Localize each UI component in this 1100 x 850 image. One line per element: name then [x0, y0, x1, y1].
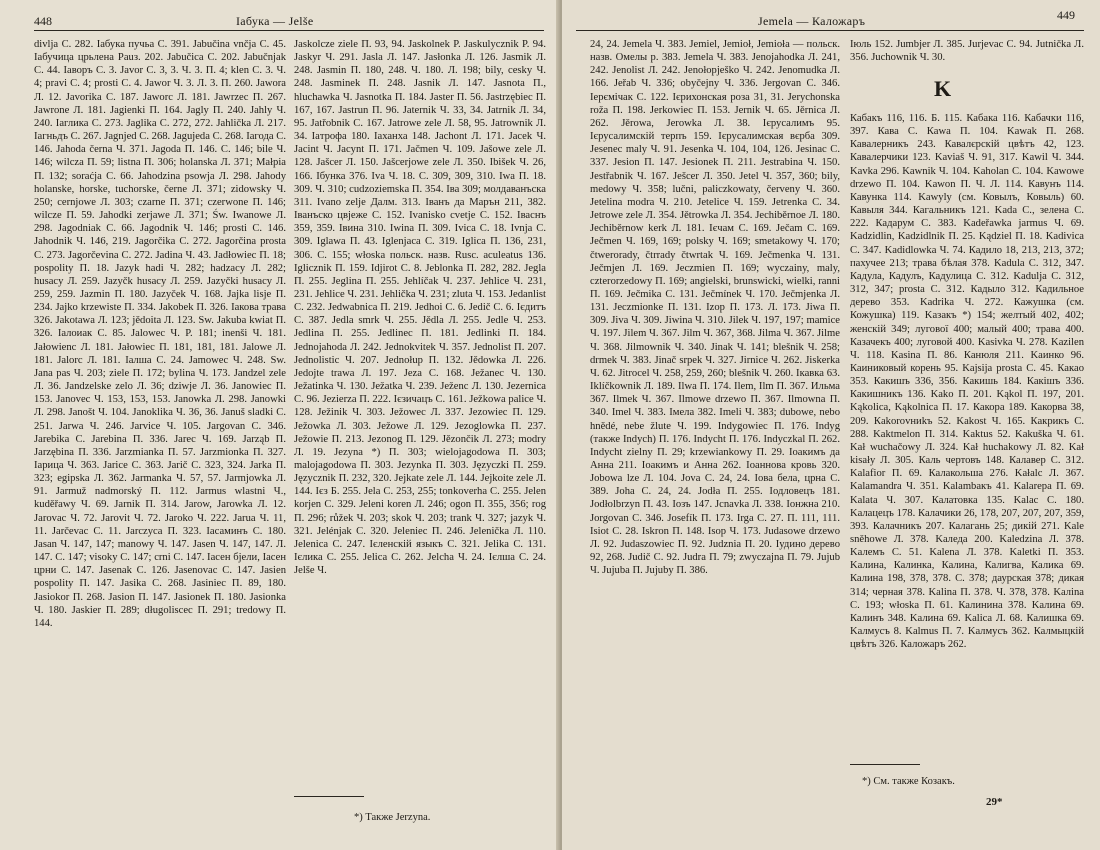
right-column-2-top-text: Iюль 152. Jumbjer Л. 385. Jurjevac C. 94. Jutnička Л. 356. Juchownik Ч. 30.: [850, 39, 1084, 64]
left-footnote: *) Также Jerzyna.: [354, 812, 431, 823]
left-footnote-rule: [294, 796, 364, 797]
left-column-2-text: Jaskolcze ziele П. 93, 94. Jaskolnek P. Jaskulycznik P. 94. Jaskyr Ч. 291. Jasla Л. 147. Jasłonka Л. 126. Jasmik Л. 248. Jasmin П. 180, 248. Ч. 180. Л. 198; bily, cesky Ч. 248. Jasminek П. 248. Jasnik Л. 147. Jasnota П., hluchawka Ч. Jasnotka П. 184. Jaster П. 56. Jastrzębiec П. 167, 167. Jastrun П. 96. Jaternik Ч. 33, 34. Jatrnik Л. 34, 95. Jatřobnik C. 167. Jatrowe zele Л. 58, 95. Jatrownik Л. 34. Iaтрофа 180. Iaханха 148. Jachont Л. 171. Jacek Ч. Jacint Ч. Jacynt П. 171. Jačmen Ч. 109. Jašowe zele Л. 128. Jašcer Л. 150. Jašcerjowe zele Л. 350. Ibišek Ч. 26, 166. Iбунка 376. Iva Ч. 18. C. 309, 309, 310. Iwa П. 18. 309. Ч. 310; cudzoziemska П. 354. Iва 309; молдаванъска 311. Ivano zelje Далм. 313. Iванъ да Марън 211, 382. Iванъско цвјеже C. 152. Ivanisko cvetje C. 152. Iваснъ 359, 359. Iвина 310. Iwina П. 309. Ivica C. 18. Ivnja C. 309. Iglawa П. 43. Iglenjaca C. 319. Iglica П. 136, 231, 306. C. 155; włoska польск. назв. Rusc. aculeatus 136. Iglicznik П. 159. Idjirot C. 8. Jeblonka П. 282, 282. Jegla П. 255. Jeglina П. 255. Jehlíčak Ч. 237. Jehlice Ч. 231, 231. Jehlice Ч. 231. Jehlička Ч. 231; zluta Ч. 153. Jedanlist C. 232. Jedwabnica П. 219. Jedhoi C. 6. Jedič C. 6. Iєдитъ C. 387. Jedla smrk Ч. 255. Jědla Л. 255. Jedle Ч. 253. Jedlina П. 255. Jedlinec П. 181. Jedlinki П. 184. Jednojahoda Л. 242. Jednokvitek Ч. 357. Jednolist П. 207. Jednolistic Ч. 207. Jednołup П. 132. Jědowka Л. 226. Jedojte trawa Л. 197. Jeza C. 168. Ježanec Ч. 130. Ježatinka Ч. 130. Ježatka Ч. 239. Ježenc Л. 130. Jezernica C. 96. Jezierza П. 222. Iєзичацъ C. 161. Ježkowa palice Ч. 128. Ježinik Ч. 303. Ježowec Л. 337. Jezowiec П. 129. Ježowka Л. 303. Ježowe Л. 129. Jezoglowka П. 237. Ježowie П. 213. Jezonog П. 129. Jězončik Л. 273; modry Л. 19. Jezyna *) П. 303; wielojagodowa П. 303; malojagodowa П. 303. Jezynka П. 303. Języczki П. 259. Języcznik П. 232, 320. Jejkate zele Л. 144. Jejkoite zele Л. 144. Iєз Б. 255. Jela C. 253, 255; tonkoverha C. 255. Jelen korjen C. 329. Jeleni koren Л. 246; ogon П. 355, 356; rog П. 296; růžek Ч. 203; skok Ч. 203; trank Ч. 327; jazyk Ч. 321. Jelénjak C. 320. Jeleniec П. 246. Jelenička Л. 110. Jelenica C. 247. Iєленскій языкъ C. 321. Jelika C. 131. Iєлика C. 255. Jelica C. 262. Jelcha Ч. 24. Iєлша C. 24. Jelše Ч.: [294, 39, 546, 577]
right-running-header: Jemela — Каложаръ: [758, 14, 866, 28]
right-column-1-text: 24, 24. Jemela Ч. 383. Jemiel, Jemioł, Jemioła — польск. назв. Омелы р. 383. Jemela Ч. 383. Jenojahodka Л. 241, 242. Jenolist Л. 242. Jenołopješko Ч. 242. Jenomudka Л. 166. Jeřab Ч. 336; obyčejny Ч. 336. Jergovan C. 346. Iерємічак C. 122. Iєрихонская роза 31, 31. Jerychonska roža П. 198. Jerkowiec П. 153. Jernik Ч. 65. Jěrnica Л. 262. Jěrowa, Jerowka Л. 38. Iєрусалимъ 95. Iєрусалимскій терпъ 159. Iєрусалимская вєрба 309. Jesenec maly Ч. 91. Jesenka Ч. 104, 104, 126. Jesinac C. 337. Jesion П. 147. Jesionek П. 211. Jestrabina Ч. 150. Jestřabnik Ч. 167. Ješcer Л. 350. Jetel Ч. 357, 360; bily, medowy Ч. 358; lučni, paliczkowaty, červeny Ч. 360. Jetelina modra Ч. 210. Jetelice Ч. 159. Jetrenka C. 34. Jetrowe zele Л. 354. Jětrowka Л. 354. Jechiběrnoe Л. 180. Jechiběrnow kerk Л. 181. Iєчам C. 169. Ječam C. 169. Ječmen Ч. 169, 169; polsky Ч. 169; smetakowy Ч. 170; čtwerorady, čtrrady čtwrtak Ч. 169. Ječmenka Ч. 131. Ječmjen Л. 169. Jeczmien П. 169; wyczainy, maly, czterorzedowy П. 169; angielski, brunswicki, wielki, ranni П. 169. Ječmika C. 131. Ječmínek Ч. 170. Ječmjenka Л. 131. Jeczmionke П. 131. Izop П. 173. Л. 173. Jiwa П. 309. Jiva Ч. 309. Jiwina Ч. 310. Jilek Ч. 197, 197; mamice Ч. 197. Jilem Ч. 367. Jilm Ч. 367, 368. Jilma Ч. 367. Jilme Ч. 368. Jilmownik Ч. 340. Jinak Ч. 141; blešnik Ч. 258; drmek Ч. 383. Jinač srpek Ч. 327. Jirnice Ч. 262. Jiskerka Ч. 62. Jitrocel Ч. 258, 259, 260; blešnik Ч. 260. Iкавка 63. Iklíčkownik Л. 189. Ilwa П. 174. Ilem, Ilm П. 367. Ильма 367. Ilmek Ч. 367. Ilmowe drzewo П. 367. Ilmowna П. 340. Imel Ч. 383. Iмела 382. Imeli Ч. 383; dubowe, nebo hnědé, nebe žlute Ч. 199. Indygowiec П. 176. Indyg (также Indych) П. 176. Indycht П. 176. Indyczkal П. 262. Indycht zielny П. 29; krzewiankowy П. 29. Iоакимъ да Анна 211. Iоакимъ и Анна 262. Iоаннова кровь 320. Jobowa lze Л. 104. Jova C. 24, 24. Iова бела, црна C. 389. Joha C. 24, 24. Jodła П. 255. Iодловецъ 181. Jodłolbrzyn П. 43. Iозъ 147. Jcnavka Л. 338. Iонжна 210. Jorgovan C. 346. Josefík П. 173. Irga C. 27. П. 111, 111. Isiot C. 28. Iskron П. 148. Isop Ч. 173. Judasowe drzewo Л. 92. Judaszowiec П. 92. Judznia П. 20. Iудино дерево 92, 268. Judič C. 92. Judra П. 79; zwyczajna П. 79. Jujub Ч. Jujuba П. Jujuby П. 386.: [590, 39, 840, 577]
left-page-number: 448: [34, 14, 52, 28]
signature-mark: 29*: [986, 796, 1003, 808]
left-column-2: [294, 38, 546, 786]
right-page-number: 449: [1057, 8, 1075, 22]
left-header-rule: [34, 30, 544, 31]
right-column-1: [590, 38, 840, 838]
right-header-rule: [576, 30, 1084, 31]
left-running-header: Iaбука — Jelše: [236, 14, 314, 28]
right-footnote-rule: [850, 764, 920, 765]
right-footnote: *) См. также Козакъ.: [862, 776, 955, 787]
left-column-1: [34, 38, 286, 838]
right-column-2: [850, 112, 1084, 752]
left-column-1-text: divlja C. 282. Iaбука пучьа C. 391. Jabučina vnčja C. 45. Iaбучица црьлена Pаuз. 202. Jabučica C. 202. Jabučnjak C. 44. Iaворъ C. 3. Javor C. 3, 3. Ч. 3. П. 4; klen C. 3. Ч. 4; pravi C. 4; prosti C. 4. Jawor Ч. 3. Л. 3. П. 260. Jawora Л. 12. Javorika C. 187. Jaworc Л. 181. Jawrzec П. 267. Jawrone Л. 181. Jagienki П. 164. Jagly П. 240. Jahly Ч. 240. Iaглика C. 273. Jaglika C. 272, 272. Jahlička Л. 217. Iaгньдъ C. 267. Jagnjed C. 268. Jagujeda C. 268. Iaгода C. 146. Jahoda černa Ч. 371. Jagoda П. 146. C. 146; bile Ч. 146; wilcza П. 59; listna П. 306; holanska Л. 371; Małpia П. 132; soraćja C. 66. Jahodzina psowja Л. 298. Jahody holanske, horske, tuchorske, černe Л. 371; zidowsky Ч. 250; cernjowe Л. 303; czarne П. 371; czerwone П. 146; wilcze П. 59. Jahodki zerjawe Л. 371; Św. Iwanowe Л. 298. Jagodniak C. 66. Jagodnik Ч. 146; prosti C. 146. Jahodnik Ч. 146, 219. Jagorčika C. 272. Jagorčina prosta C. 273. Jagorčevina C. 272. Jadina Ч. 43. Jadłowiec П. 18; pospolity П. 18. Jazyk hadi Ч. 282; hadzacy Л. 282; husacy Л. 259. Jazyčk husacy Л. 259. Jazyčki husacy Л. 259, 259. Jazmin П. 180. Jazyček Ч. 168. Jajka lisje П. 234. Jajko krzewiste П. 334. Jakobek П. 326. Iaкова трава 326. Jakotawa Л. 123; jědoita Л. 123. Sw. Jakuba kwiat П. 326. Iaлоиак C. 85. Jalowec Ч. P. 181; inenši Ч. 181. Jałowienc Л. 181. Jałowiec П. 181, 181, 181. Jalowe Л. 181. Jalorc Л. 181. Iaлша C. 24. Jamowec Ч. 248. Sw. Jana pas Ч. 203; ziele П. 172; bylina Ч. 173. Jandzel zele Л. 36. Jandzelske zelo Л. 36; dziwje Л. 36. Janowiec П. 153. Janovec Ч. 153, 153, 153. Janowka Л. 298. Janowki Л. 298. Janošt Ч. 104. Janoklika Ч. 36, 36. Januš sladki C. 251. Jarwa Ч. 246. Jarvice Ч. 105. Jargovan C. 346. Jarebika C. Jarebina П. 336. Jarec Ч. 169. Jarząb П. Jarzębina П. 336. Jarzmianka П. 57. Jarzmionka П. 327. Iaрица Ч. 363. Jarice C. 363. Jarič C. 323, 324. Jarka П. 323; egipska Л. 362. Jarmanka Ч. 57, 57. Jarmjowka Л. 91. Jarmuž nadmorský П. 112. Jarmus wlastni Ч., kuděřawy Ч. 69. Jarnik П. 314. Jarow, Jarowka Л. 12. Jarovac Ч. 72. Jarovit Ч. 72. Jaroko Ч. 222. Jarua Ч. 11, 11. Jarčevac C. 11. Jarczyca П. 323. Iaсаминъ C. 180. Jasan Ч. 147, 147; manowy Ч. 147. Jasen Ч. 147, 147. Л. 147. C. 147; visoky C. 147; crni C. 147. Iaсен бјели, Iaсен црни C. 147. Jasenak C. 126. Jasenovac C. 147. Jasien pospolity П. 147. Jasika C. 268. Jasinieс П. 89, 180. Jasiokor П. 268. Jasion П. 147. Jasionek П. 180. Jasionka Ч. 180. Jaskier П. 289; długoliscec П. 291; tredowy П. 144.: [34, 39, 286, 629]
right-column-2-top: [850, 38, 1084, 68]
section-letter-k: K: [934, 76, 952, 101]
right-column-2-text: Кабакъ 116, 116. Б. 115. Кабака 116. Кабачки 116, 397. Кава C. Кawa П. 104. Kawak П. 268. Кавалерникъ 243. Кавалєрскій цвѣтъ 42, 123. Кавалерчики 123. Kaviaš Ч. 91, 317. Kawil Ч. 344. Kavka 296. Kawnik Ч. 104. Kaholan C. 104. Kawowe drzewo П. 104. Kawon П. Ч. Л. 114. Кавунъ 114. Кавунка 114. Kawyly (см. Ковылъ, Ковыль) 60. Кавыля 344. Кагальникъ 121. Kada C., зелена C. 222. Кадарум C. 383. Kadeřawka jarmus Ч. 69. Kadzidlin, Kadzidlnik П. 25. Kądziel П. 18. Kadivica C. 347. Kadidlowka Ч. 74. Кадило 18, 213, 213, 372; пахучее 213; трава бѣлая 378. Kadula C. 312, 347. Кадула, Кадулъ, Кадулица C. 312. Kadulja C. 312, 312, 347; prosta C. 312. Кадыло 312. Кадильное дерево 353. Kadrika Ч. 272. Кажушка (см. Кожушка) 119. Kазакъ *) 154; желтый 402, 402; женскій 349; лугової 400; малый 400; трава 400. Казачекъ 400; луговой 400. Kasivka Ч. 278. Kazilen Ч. 118. Kasina П. 86. Канюля 211. Kaинко 96. Каиниковый корень 95. Kajsija prosta C. 45. Какао 353. Какишъ 336, 356. Какишь 184. Какішъ 336. Какишникъ 136. Kako П. 201. Kąkol П. 197, 201. Kąkolica, Kąkolnica П. 17. Какора 189. Какорва 38, 209. Кakorovниkъ 52. Kakost Ч. 165. Какрикъ C. 288. Kaktmelon П. 314. Kaktus 52. Kakuška Ч. 61. Kał wuchačowy Л. 324. Kał huchakowy Л. 82. Kał kisały Л. 305. Каль чертовъ 148. Калавер C. 312. Kalafior П. 69. Калакольша 276. Kałalc Л. 367. Kalamandra Ч. 351. Kalambaкъ 41. Kalarepa П. 69. Kalata Ч. 307. Калатовка 135. Kalac C. 180. Kaлaцецъ 178. Калачики 26, 178, 207, 207, 207, 359, 393. Калачникъ 207. Калагань 25; дикій 271. Kale sněhowe Л. 378. Kaледа 200. Kaledzina Л. 378. Kалемъ C. 51. Kalena Л. 378. Kaletki П. 353. Kалина, Калинка, Калина, Калигва, Калика 69. Калина 198, 378, 378. C. 378; даурская 378; дикая 314; черная 378. Kalina П. 378. Ч. 378, 378. Kaлina C. 193; włoska П. 61. Калинина 378. Kалина 69. Калинъ 348. Kалина 69. Kalica Л. 68. Калишка 69. Kaлмусъ 8. Kalmus П. 7. Kaлмусъ 362. Калмыцкій цвѣтъ 326. Каложаръ 262.: [850, 113, 1084, 651]
right-page: [562, 0, 1100, 850]
